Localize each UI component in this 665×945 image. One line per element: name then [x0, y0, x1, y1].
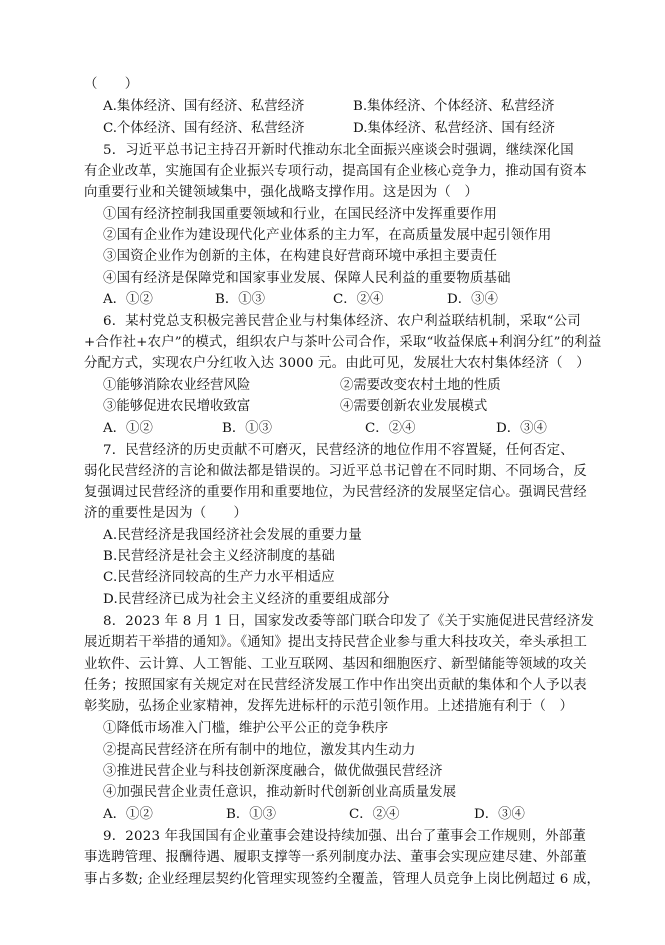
q6-item-1: ①能够消除农业经营风险: [103, 378, 251, 393]
q8-stem-line: 业软件、云计算、人工智能、工业互联网、基因和细胞医疗、新型储能等领域的攻关: [84, 657, 587, 672]
q4-option-b: B.集体经济、个体经济、私营经济: [353, 99, 555, 114]
q4-option-d: D.集体经济、私营经济、国有经济: [353, 121, 555, 136]
q5-item-3: ③国资企业作为创新的主体，在构建良好营商环境中承担主要责任: [103, 249, 498, 264]
q9-stem-line: 事选聘管理、报酬待遇、履职支撑等一系列制度办法、董事会实现应建尽建、外部董: [84, 850, 587, 865]
q5-stem-line: 向重要行业和关键领域集中，强化战略支撑作用。这是因为（ ）: [84, 185, 479, 200]
q9-stem-line: 9．2023 年我国国有企业董事会建设持续加强、出台了董事会工作规则，外部董: [103, 829, 586, 844]
q5-stem-line: 有企业改革，实施国有企业振兴专项行动，提高国有企业核心竞争力，推动国有资本: [84, 164, 587, 179]
q8-stem-line: 彰奖励，弘扬企业家精神，发挥先进标杆的示范引领作用。上述措施有利于（ ）: [84, 699, 574, 714]
q8-stem-line: 任务；按照国家有关规定对在民营经济发展工作中作出突出贡献的集体和个人予以表: [84, 678, 587, 693]
q4-option-a: A.集体经济、国有经济、私营经济: [103, 99, 305, 114]
q8-option-d: D．③④: [474, 807, 525, 822]
q7-option-a: A.民营经济是我国经济社会发展的重要力量: [103, 528, 362, 543]
q7-stem-line: 弱化民营经济的言论和做法都是错误的。习近平总书记曾在不同时期、不同场合，反: [84, 464, 587, 479]
q8-item-2: ②提高民营经济在所有制中的地位，激发其内生动力: [103, 743, 416, 758]
q6-option-a: A．①②: [103, 421, 153, 436]
q6-stem-line: 分配方式，实现农户分红收入达 3000 元。由此可见，发展壮大农村集体经济（ ）: [84, 356, 590, 371]
q8-stem-line: 8．2023 年 8 月 1 日，国家发改委等部门联合印发了《关于实施促进民营经济发: [103, 614, 595, 629]
q5-option-c: C．②④: [333, 292, 384, 307]
q6-item-2: ②需要改变农村土地的性质: [340, 378, 501, 393]
q5-item-2: ②国有企业作为建设现代化产业体系的主力军，在高质量发展中起引领作用: [103, 228, 552, 243]
q6-stem-line: +合作社+农户”的模式，组织农户与茶叶公司合作，采取“收益保底+利润分红”的利益: [84, 335, 602, 350]
q7-stem-line: 济的重要性是因为（ ）: [84, 506, 248, 521]
q8-item-1: ①降低市场准入门槛，维护公平公正的竞争秩序: [103, 721, 389, 736]
q7-stem-line: 7．民营经济的历史贡献不可磨灭，民营经济的地位作用不容置疑，任何否定、: [103, 443, 574, 458]
q5-stem-line: 5．习近平总书记主持召开新时代推动东北全面振兴座谈会时强调，继续深化国: [103, 143, 574, 158]
q6-option-c: C．②④: [365, 421, 416, 436]
q7-option-c: C.民营经济同较高的生产力水平相适应: [103, 570, 335, 585]
q8-option-c: C．②④: [349, 807, 400, 822]
q5-item-4: ④国有经济是保障党和国家事业发展、保障人民利益的重要物质基础: [103, 271, 511, 286]
q5-option-d: D．③④: [447, 292, 498, 307]
q5-option-a: A．①②: [103, 292, 153, 307]
q8-item-3: ③推进民营企业与科技创新深度融合，做优做强民营经济: [103, 764, 443, 779]
q7-stem-line: 复强调过民营经济的重要作用和重要地位，为民营经济的发展坚定信心。强调民营经: [84, 485, 587, 500]
q4-option-c: C.个体经济、国有经济、私营经济: [103, 121, 305, 136]
answer-blank: （ ）: [84, 77, 139, 92]
q7-option-d: D.民营经济已成为社会主义经济的重要组成部分: [103, 592, 390, 607]
q6-stem-line: 6．某村党总支积极完善民营企业与村集体经济、农户利益联结机制，采取“公司: [103, 314, 581, 329]
q9-stem-line: 事占多数; 企业经理层契约化管理实现签约全覆盖，管理人员竞争上岗比例超过 6 成，: [84, 872, 601, 887]
q7-option-b: B.民营经济是社会主义经济制度的基础: [103, 549, 335, 564]
q6-option-d: D．③④: [496, 421, 547, 436]
q5-option-b: B．①③: [215, 292, 266, 307]
q6-item-4: ④需要创新农业发展模式: [340, 399, 488, 414]
q8-option-b: B．①③: [226, 807, 277, 822]
q6-option-b: B．①③: [222, 421, 273, 436]
q8-stem-line: 展近期若干举措的通知》。《通知》提出支持民营企业参与重大科技攻关，牵头承担工: [84, 635, 588, 650]
q8-option-a: A．①②: [103, 807, 153, 822]
q8-item-4: ④加强民营企业责任意识，推动新时代创新创业高质量发展: [103, 785, 457, 800]
q6-item-3: ③能够促进农民增收致富: [103, 399, 251, 414]
q5-item-1: ①国有经济控制我国重要领域和行业，在国民经济中发挥重要作用: [103, 207, 498, 222]
